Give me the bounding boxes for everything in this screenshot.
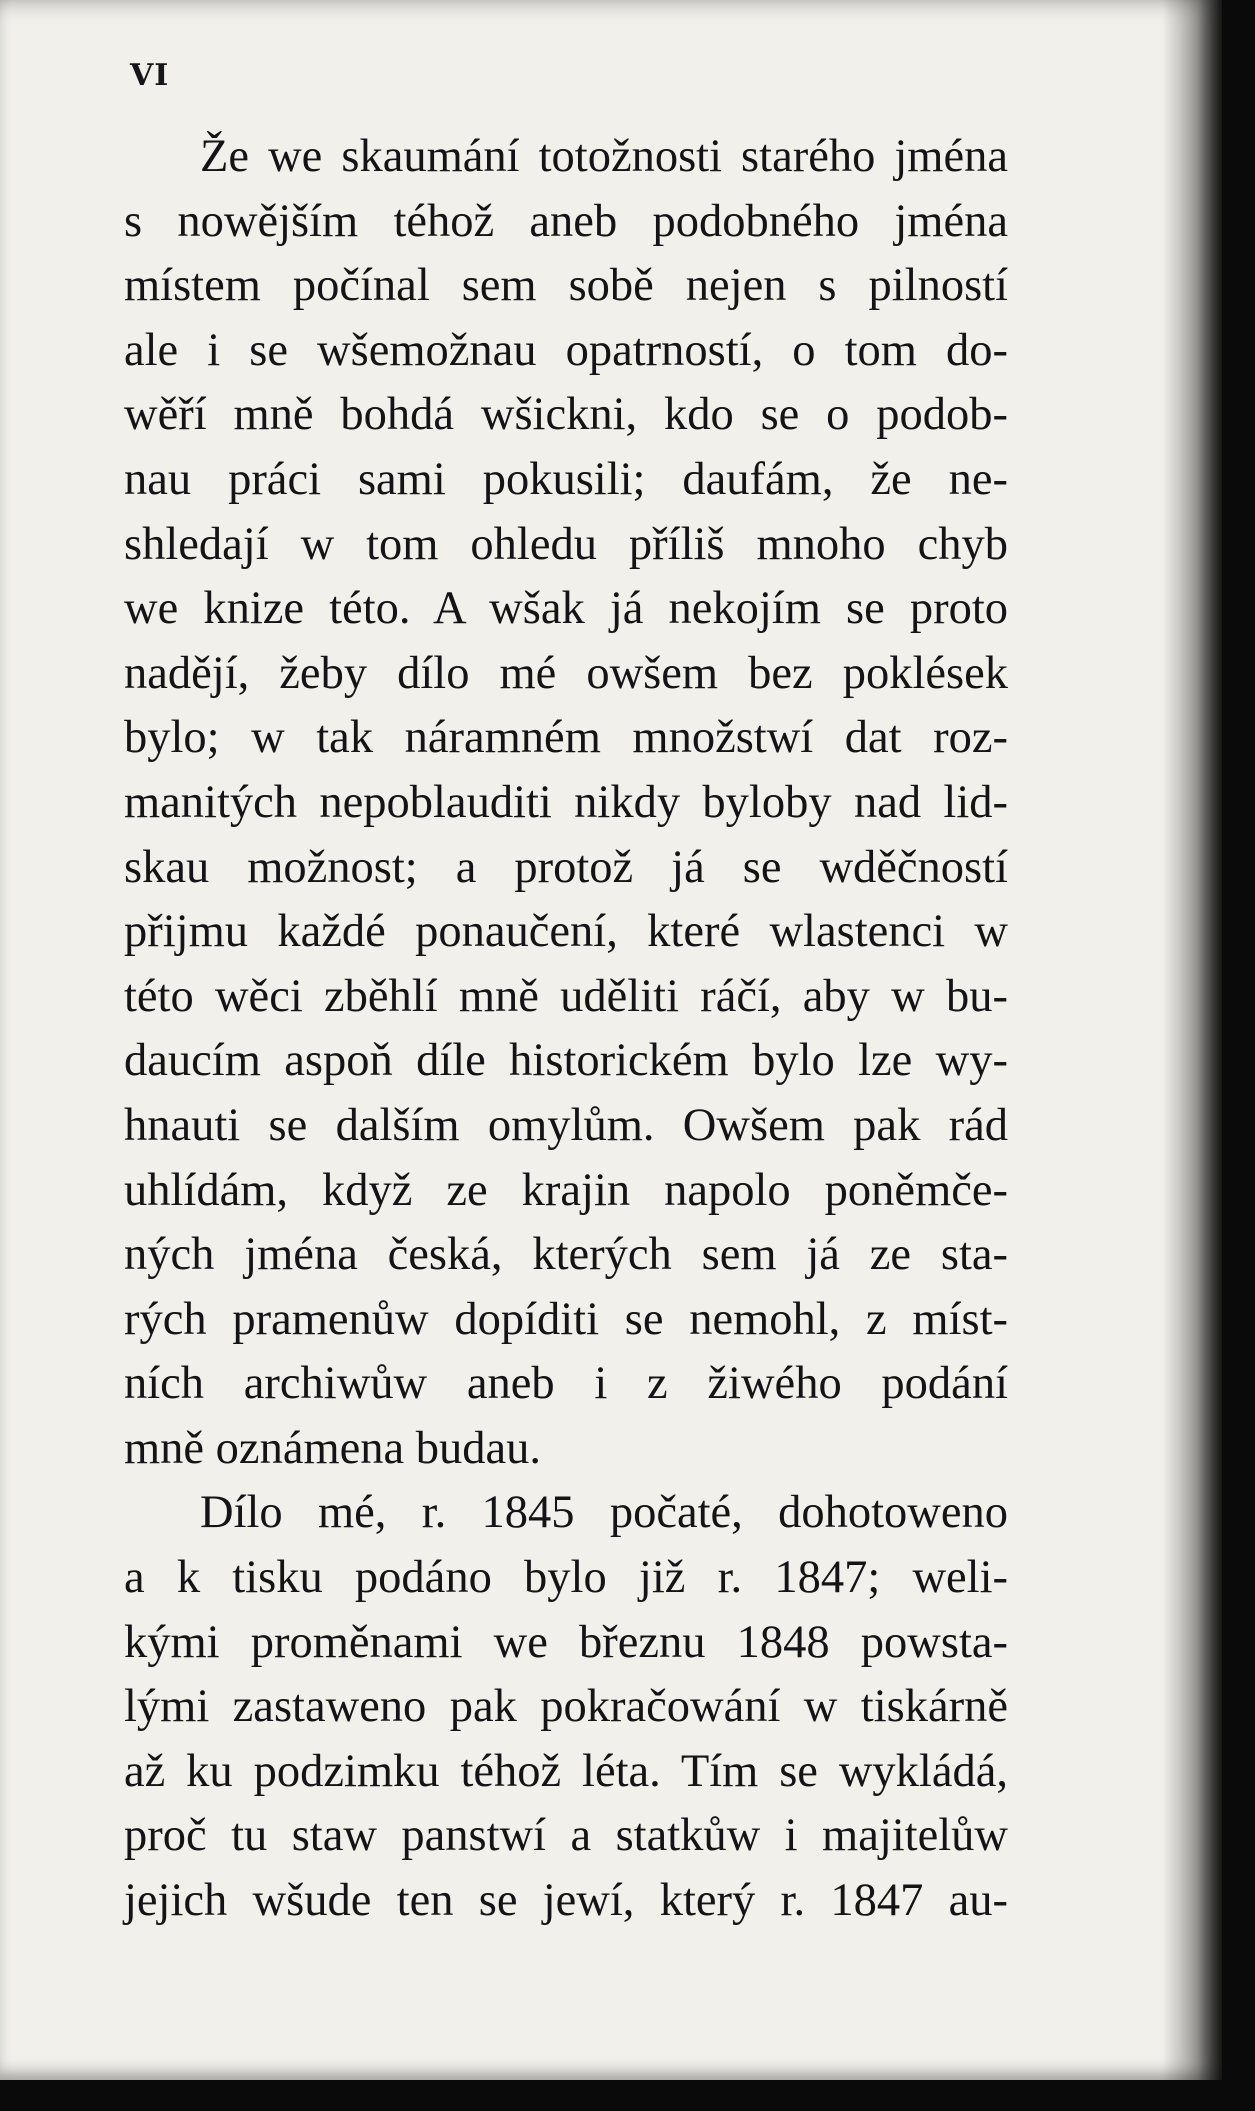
- text-line: daucím aspoň díle historickém bylo lze wy-: [124, 1035, 1008, 1087]
- text-line: wěří mně bohdá wšickni, kdo se o podob-: [124, 389, 1008, 441]
- book-spine-shadow: [1162, 0, 1222, 2080]
- text-line: přijmu každé ponaučení, které wlastenci w: [124, 906, 1008, 958]
- page-number: VI: [130, 58, 170, 93]
- text-line: manitých nepoblauditi nikdy byloby nad lid-: [124, 776, 1008, 828]
- text-line: až ku podzimku téhož léta. Tím se wykládá,: [124, 1745, 1008, 1797]
- text-line: místem počínal sem sobě nejen s pilností: [124, 260, 1008, 312]
- text-line: Dílo mé, r. 1845 počaté, dohotoweno: [200, 1487, 1008, 1539]
- text-line: we knize této. A wšak já nekojím se proto: [124, 583, 1008, 635]
- text-line: mně oznámena budau.: [124, 1422, 542, 1474]
- text-line: uhlídám, když ze krajin napolo poněmče-: [124, 1164, 1008, 1216]
- text-line: a k tisku podáno bylo již r. 1847; weli-: [124, 1552, 1008, 1604]
- text-line: kými proměnami we březnu 1848 powsta-: [124, 1616, 1008, 1668]
- text-line: shledají w tom ohledu příliš mnoho chyb: [124, 518, 1008, 570]
- text-line: hnauti se dalším omylům. Owšem pak rád: [124, 1099, 1008, 1151]
- text-line: nau práci sami pokusili; daufám, že ne-: [124, 453, 1008, 505]
- text-line: Že we skaumání totožnosti starého jména: [200, 131, 1008, 182]
- text-line: jejich wšude ten se jewí, který r. 1847 au-: [124, 1875, 1008, 1927]
- text-line: ních archiwůw aneb i z žiwého podání: [124, 1358, 1008, 1410]
- body-text: [124, 125, 1008, 1934]
- text-line: nadějí, žeby dílo mé owšem bez poklések: [124, 647, 1008, 699]
- text-line: rých pramenůw dopíditi se nemohl, z míst-: [124, 1293, 1008, 1345]
- text-line: ných jména česká, kterých sem já ze sta-: [124, 1229, 1008, 1281]
- text-line: skau možnost; a protož já se wděčností: [124, 841, 1008, 893]
- text-line: bylo; w tak náramném množstwí dat roz-: [124, 712, 1008, 764]
- text-line: s nowějším téhož aneb podobného jména: [124, 195, 1008, 247]
- text-line: ale i se wšemožnau opatrností, o tom do-: [124, 324, 1008, 376]
- text-line: lými zastaweno pak pokračowání w tiskárně: [124, 1681, 1008, 1733]
- text-line: této wěci zběhlí mně uděliti ráčí, aby w bu-: [124, 970, 1008, 1022]
- text-line: proč tu staw panstwí a statkůw i majitelůw: [124, 1810, 1008, 1862]
